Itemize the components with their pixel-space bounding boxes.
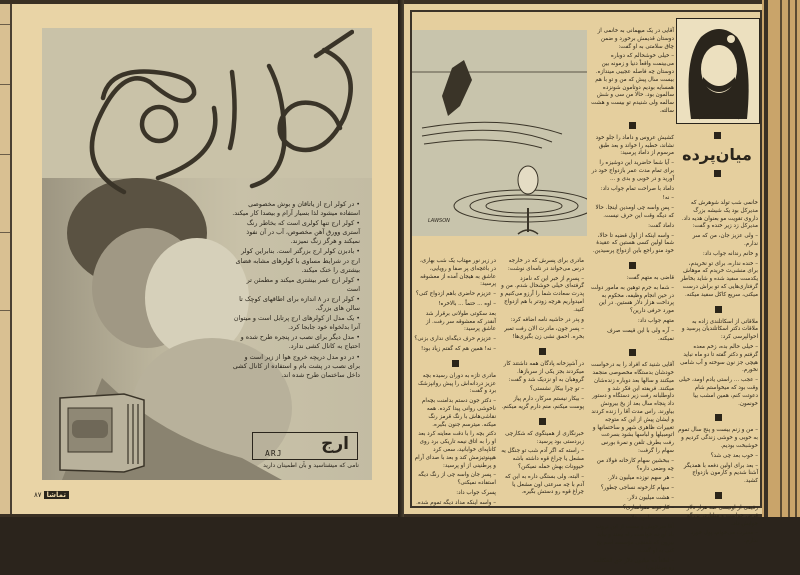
joke-paragraph: خانمی شب تولد شوهرش که مدیرکل بود یک شیشه بزرگ داروی تقویت مو بعنوان هدیه داد. مدیرکل زد زیر خنده و گفت: [681, 200, 758, 230]
joke-paragraph: – نه! [662, 195, 674, 202]
joke-paragraph: متهم جواب داد: [637, 317, 674, 324]
joke-paragraph: – اوه ... حتماً ... بالاخره! [438, 300, 496, 307]
feature-item: • یک مدل از کولرهای ارج پرتابل است و میتوان آنرا بدلخواه خود جابجا کرد. [233, 314, 360, 332]
column-portrait-illustration [676, 18, 760, 124]
joke-paragraph: قاضی به متهم گفت: [626, 274, 674, 281]
joke-paragraph: – عزیزم حرف دیگه‌ای نداری بزنی؟ [414, 336, 496, 343]
joke-paragraph: – واسه اینکه از اول قضیه تا حالا، شما اولین کسی هستین که عقیدهٔ خود منو راجع باین ازدواج پرسیدین. [592, 232, 674, 255]
joke-paragraph: – بیکار نیستم سرکار، دارم پیاز پوست میکنم، منم دارم گریه میکنم. [501, 396, 584, 410]
page-edge [0, 4, 12, 514]
brand-script-logo [54, 28, 354, 198]
separator-square [715, 414, 722, 421]
joke-paragraph: مادری برای پسرش که در خارجه درس می‌خواند در نامه‌ای نوشت: [507, 258, 584, 272]
joke-paragraph: کشیش عروس و داماد را جلو خود نشاند، خطبه را خواند و بعد طبق مرسوم از داماد پرسید: [595, 134, 674, 157]
joke-paragraph: – من و زنم بیست و پنج سال تموم به خوبی و خوشی زندگی کردیم و خوشبخت بودیم. [678, 427, 758, 449]
joke-paragraph: – ولی عزیز جان، من که سر ندارم. [692, 233, 758, 247]
joke-paragraph: آقایی شنید که افراد را به درخواست خودشان بدستگاه مخصوصی منجمد میکنند و سالها بعد دوباره زنده‌شان میکنند. فریفته این فکر شد و داوطلبانه رفت زیر دستگاه و دستور داد پنجاه سال بعد از یخ بیرونش بیاورند. راس مدت آقا را زنده کردند و ایشان پیش از این که متوجه تغییرات ظاهری شهر و ساختمانها و اتومبیلها و لباسها بشود بسرعت رفت بطرف تلفن و نمرهٔ بورس سهام را گرفت: [591, 362, 674, 455]
joke-paragraph: – بعد برای اولین دفعه با همدیگر آشنا شدیم و کارمون بازدواج کشید. [683, 462, 758, 485]
joke-paragraph: ملاقاتی از اسکاتلندی زاده به ملاقات دکتر اسکاتلندیان پرسید و احوالپرسی کرد: [681, 318, 758, 341]
feature-item: • کولر ارج عمر بیشتری میکند و مطمئن تر است [246, 275, 360, 293]
text-column-4 [678, 200, 758, 548]
text-column-3 [590, 28, 674, 575]
separator-square [629, 262, 636, 269]
joke-paragraph: – خیلی حالم بده، زخم معده گرفتم و دکتر گفته تا دو ماه نباید هیچی جز نون سوخته و آب شامی نخورم. [680, 343, 758, 374]
joke-paragraph: – واسه اینکه مداد دیگه تموم شده. [416, 499, 496, 506]
joke-paragraph: – ببخشین سهام کارخانه فولاد من چه وضعی داره؟ [596, 457, 674, 472]
joke-paragraph: رفیقی از اونیسی صد هزار دلار قرض خواست و میلیاردر بزرگه جوابش داد: [686, 504, 758, 527]
page-footer [34, 491, 69, 499]
right-page [404, 4, 762, 572]
magazine-logo: تماشا [44, 491, 69, 499]
joke-paragraph: – پس واسه چی اومدین اینجا. حالا که دیگه وقت این حرف نیست. [595, 205, 674, 219]
joke-paragraph: – هشت میلیون دلار. [627, 495, 674, 502]
separator-square [715, 492, 722, 499]
joke-paragraph: آقا سرخوش و مست از این ثروت باد آورده خواست راه بیفتد و بیاید بیرون که تلفنچی مؤسسه اسم یخ کنی به او گفت: [596, 524, 674, 554]
joke-paragraph: و پدر در حاشیه نامه اضافه کرد: [510, 316, 584, 323]
joke-paragraph: بعد سکوتی طولانی برقرار شد آنقدر که معشوقه سر رفت. از عاشق پرسید: [425, 310, 496, 333]
title-square-bottom [714, 170, 721, 177]
joke-paragraph: – آره ولی با این قیمت صرف نمیکنه. [606, 327, 674, 342]
separator-square [629, 349, 636, 356]
joke-paragraph: خبرنگاری از همینگوی که شکارچی زبردستی بود پرسید: [505, 430, 584, 445]
column-title: میان‌پرده [682, 145, 752, 164]
joke-paragraph: – عزیزم حاضری باهم ازدواج کنی؟ [415, 291, 496, 298]
joke-paragraph: – هر سهم نوزده میلیون دلار. [607, 475, 674, 482]
joke-paragraph: – نه! همین هم که گفتم زیاد بود! [420, 345, 496, 352]
text-column-2 [500, 258, 584, 499]
joke-paragraph: – دکتر جون دستم بدامنت بچه‌ام ناخوشی روانی پیدا کرده. همه نقاشی‌هاش با رنگ قرمز رنگ میکنه. میترسم جنون بگیره. [421, 398, 496, 428]
joke-paragraph: پسرک جواب داد: [456, 489, 496, 496]
title-square-top [714, 132, 721, 139]
joke-paragraph: داماد با صراحت تمام جواب داد: [600, 185, 674, 192]
joke-paragraph: – شما به جرم توهین به مامور دولت در حین انجام وظیفه، محکوم به پرداخت هزار دلار هستین. در این مورد حرفی دارین؟ [590, 284, 674, 315]
joke-paragraph: – پسرم از خبر این که نامزد گرفته‌ای خیلی خوشحال شدم. من و پدرت سعادت شما را آرزو می‌کنیم و امیدواریم هرچه زودتر با هم ازدواج کنید. [500, 275, 584, 313]
joke-paragraph: داماد گفت: [648, 222, 674, 229]
joke-paragraph: – خنده نداره، برای تو نخریدم، برای منشی‌ت خریدم که‌ موهاش یکدست سفید شده و شاید بخاطر گرفتاری‌هایی که تو براش درست میکنی، سریع کاکل سفید میکنه. [680, 260, 758, 298]
cooler-advertisement [42, 28, 372, 480]
ad-tagline: نامی که میشناسید و بآن اطمینان دارید [263, 462, 359, 469]
feature-list [232, 200, 360, 381]
joke-paragraph: – بیست میلیون دلار. [626, 514, 674, 521]
feature-item: • بادبزن کولر ارج بزرگتر است. بنابراین کولر ارج در شرایط مساوی با کولرهای مشابه فضای بیشتری را خنک میکند. [235, 247, 360, 274]
joke-paragraph: – راسته که اگر آدم شب تو جنگل یه مشعل یا چراغ قوه داشته باشه حیوونات بهش حمله نمیکنن؟ [501, 448, 584, 470]
brand-logo: ارج ARJ [252, 432, 358, 460]
joke-paragraph: – تو چرا بیکار نشستی؟ [529, 386, 584, 393]
joke-paragraph: در آشپزخانه پادگان همه داشتند کار میکردند بجز یکی از سربازها. گروهبان به او نزدیک شد و گفت: [503, 360, 584, 383]
column-title-block [676, 132, 758, 192]
feature-item: • در کولر ارج از یاتاقان و بوش مخصوصی استفاده میشود لذا بسیار آرام و بیصدا کار میکند. [232, 200, 360, 218]
joke-paragraph: – البته، ولی بستگی داره به این که آدم با چه سرعتی اون مشعل یا چراغ قوه رو دستش بگیره. [504, 473, 584, 496]
separator-square [539, 348, 546, 355]
joke-paragraph: – خوب بعد چی شد؟ [710, 452, 758, 459]
joke-paragraph: آقایی در یک میهمانی به خانمی از دوستان قدیمش برخورد و ضمن چاق سلامتی به او گفت: [597, 28, 674, 50]
joke-paragraph: – پسر جان واسه چی از رنگ دیگه استفاده نمیکنی؟ [418, 472, 496, 487]
page-stack-edge [762, 0, 800, 517]
feature-item: • کولر ارج تنها کولری است که بخاطر رنگ آستری وورق آهن مخصوص، آب در آن نفوذ نمیکند و هرگز زنگ نمیزند. [246, 219, 360, 246]
cooler-product-image [54, 390, 146, 474]
separator-square [539, 418, 546, 425]
cartoonist-signature: LAWSON [428, 218, 450, 224]
cartoon-illustration [412, 30, 587, 236]
joke-paragraph: – پسر جون، مادرت الان رفت تمبر بخره. احمق نشی زن بگیری‌ها! [504, 326, 584, 341]
separator-square [715, 306, 722, 313]
text-column-1 [414, 258, 496, 510]
joke-paragraph: و خانم رندانه جواب داد: [702, 250, 758, 257]
left-page [0, 4, 398, 514]
joke-paragraph: – عجب ... راستی یادم اومد، خیلی وقت بود که میخواستم شام دعوتت کنم، همین امشب بیا خونمون. [678, 377, 758, 407]
separator-square [452, 360, 459, 367]
feature-item: • مدل دیگر برای نصب در پنجره طرح شده و احتیاج به کانال کشی ندارد. [240, 333, 360, 351]
feature-item: • کولر ارج در ۸ اندازه برای اطاقهای کوچک تا سالن های بزرگ. [239, 294, 360, 313]
separator-square [629, 122, 636, 129]
joke-paragraph: دکتر بچه را با دقت معاینه کرد بعد او را به اتاق نیمه تاریکی برد روی کاناپه‌ای خوابانید، سعی کرد هیپنوتیزمش کند و بعد با صدای آرام و پرطنینی از او پرسید: [414, 431, 496, 469]
joke-paragraph: – خیلی خوشحالم که دوباره می‌بینمت واقعاً دنیا و زمونه بین دوستان چه فاصله عجیبی میندازه. بیست سال پیش که من و تو با هم همسایه بودیم دوتامون شونزده سالمون بود. حالا من سی و شش سالمه ولی شنیدم تو بیست و هشت سالته. [591, 53, 674, 114]
joke-paragraph: در زیر نور مهتاب یک شب بهاری، در باغچه‌ای پر صفا و رویایی، عاشق به هیجان آمده از معشوقه پرسید: [419, 258, 496, 288]
joke-paragraph: – سهام کارخونه نساجی چطور؟ [600, 485, 674, 492]
page-number: ۸۷ [34, 491, 42, 499]
joke-paragraph: مادری تازه به دوران رسیده بچه عزیز دردانه‌اش را پیش روانپزشک برد و گفت: [418, 372, 496, 395]
joke-paragraph: – آیا شما حاضرید این دوشیزه را برای تمام مدت عمر بازدواج خود در آورید و در خوبی و بدی و ... [591, 160, 674, 182]
joke-paragraph: – کارخونه مقواسازی؟ [622, 504, 674, 511]
joke-paragraph: – لطفاً ده میلیون دلار حق المکالمه رو بپردازین! [593, 557, 674, 572]
feature-item: • در دو مدل دریچه خروج هوا از زیر است و برای نصب در پشت بام و استفاده از کانال کشی داخل ساختمان طرح شده اند. [232, 352, 360, 379]
joke-paragraph: – معذرت می‌خوام، پول خورد ندارم. [690, 530, 758, 545]
